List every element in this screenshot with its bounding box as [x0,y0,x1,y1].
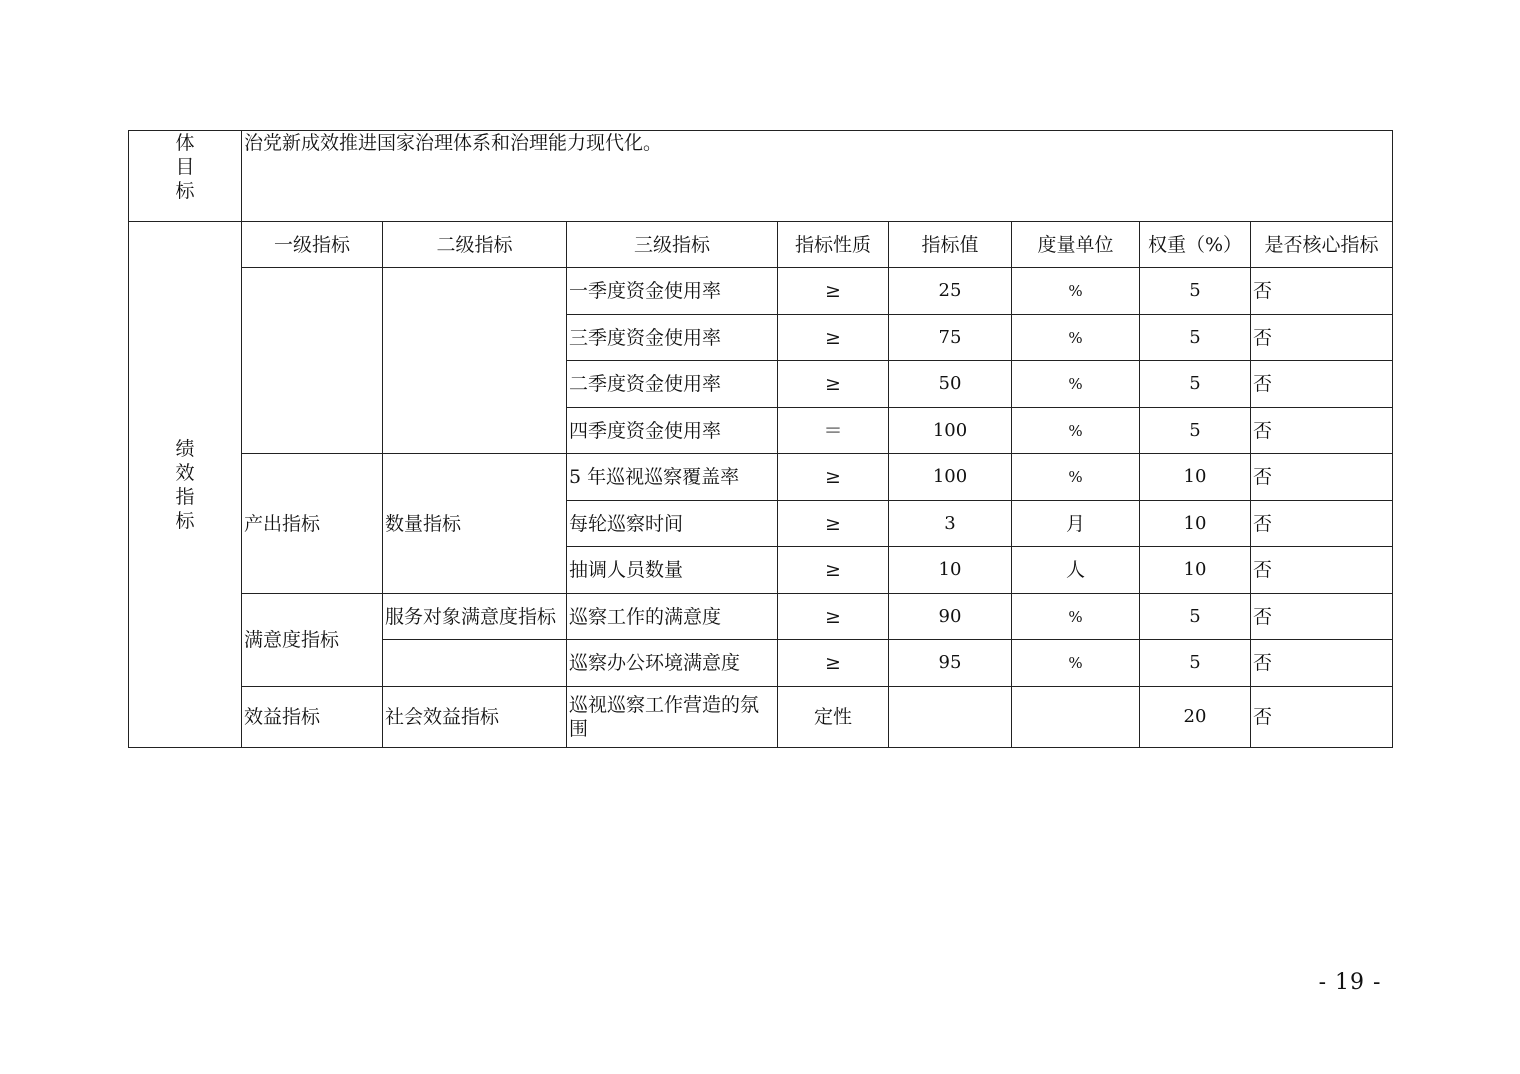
unit-cell: % [1012,408,1140,454]
header-level3: 三级指标 [567,222,778,268]
weight-cell: 10 [1140,547,1251,594]
level2-cell: 服务对象满意度指标 [383,594,567,640]
goal-row [129,131,1393,222]
nature-cell: ≥ [778,361,889,408]
weight-cell: 10 [1140,454,1251,501]
unit-cell: % [1012,640,1140,687]
level1-cell: 效益指标 [242,687,383,748]
level3-cell: 巡视巡察工作营造的氛围 [567,687,778,748]
header-nature: 指标性质 [778,222,889,268]
level3-cell: 三季度资金使用率 [567,315,778,361]
level3-cell: 5 年巡视巡察覆盖率 [567,454,778,501]
metrics-label: 绩 效 指 标 [129,222,242,748]
table-row [129,687,1393,748]
nature-cell: ≥ [778,315,889,361]
header-core: 是否核心指标 [1251,222,1393,268]
level3-cell: 巡察工作的满意度 [567,594,778,640]
page-number: - 19 - [1318,970,1382,995]
table-header-row [129,222,1393,268]
core-cell: 否 [1251,361,1393,408]
unit-cell: % [1012,361,1140,408]
value-cell: 50 [889,361,1012,408]
nature-cell: ＝ [778,408,889,454]
weight-cell: 5 [1140,315,1251,361]
nature-cell: ≥ [778,594,889,640]
header-weight: 权重（%） [1140,222,1251,268]
unit-cell: % [1012,454,1140,501]
unit-cell: 人 [1012,547,1140,594]
unit-cell: % [1012,268,1140,315]
header-level1: 一级指标 [242,222,383,268]
table-row [129,454,1393,501]
nature-cell: ≥ [778,547,889,594]
nature-cell: ≥ [778,454,889,501]
core-cell: 否 [1251,594,1393,640]
level3-cell: 四季度资金使用率 [567,408,778,454]
core-cell: 否 [1251,687,1393,748]
level1-cell: 产出指标 [242,454,383,594]
level1-cell: 满意度指标 [242,594,383,687]
level2-cell: 数量指标 [383,454,567,594]
goal-text: 治党新成效推进国家治理体系和治理能力现代化。 [242,131,1393,222]
unit-cell: % [1012,594,1140,640]
value-cell: 3 [889,501,1012,547]
core-cell: 否 [1251,454,1393,501]
core-cell: 否 [1251,640,1393,687]
unit-cell [1012,687,1140,748]
goal-label: 体 目 标 [129,131,242,222]
value-cell: 75 [889,315,1012,361]
level2-cell: 社会效益指标 [383,687,567,748]
value-cell: 100 [889,454,1012,501]
weight-cell: 10 [1140,501,1251,547]
nature-cell: ≥ [778,268,889,315]
level1-cell-empty [242,268,383,454]
core-cell: 否 [1251,315,1393,361]
weight-cell: 20 [1140,687,1251,748]
weight-cell: 5 [1140,640,1251,687]
performance-goal-table [128,130,1393,748]
value-cell [889,687,1012,748]
level2-cell-empty [383,640,567,687]
table-row [129,594,1393,640]
level3-cell: 抽调人员数量 [567,547,778,594]
core-cell: 否 [1251,547,1393,594]
table-row [129,268,1393,315]
level2-cell-empty [383,268,567,454]
header-unit: 度量单位 [1012,222,1140,268]
level3-cell: 一季度资金使用率 [567,268,778,315]
level3-cell: 巡察办公环境满意度 [567,640,778,687]
unit-cell: 月 [1012,501,1140,547]
core-cell: 否 [1251,268,1393,315]
weight-cell: 5 [1140,408,1251,454]
value-cell: 25 [889,268,1012,315]
level3-cell: 二季度资金使用率 [567,361,778,408]
nature-cell: ≥ [778,640,889,687]
value-cell: 100 [889,408,1012,454]
core-cell: 否 [1251,408,1393,454]
value-cell: 90 [889,594,1012,640]
value-cell: 10 [889,547,1012,594]
nature-cell: 定性 [778,687,889,748]
header-value: 指标值 [889,222,1012,268]
level3-cell: 每轮巡察时间 [567,501,778,547]
nature-cell: ≥ [778,501,889,547]
core-cell: 否 [1251,501,1393,547]
unit-cell: % [1012,315,1140,361]
header-level2: 二级指标 [383,222,567,268]
weight-cell: 5 [1140,361,1251,408]
weight-cell: 5 [1140,594,1251,640]
weight-cell: 5 [1140,268,1251,315]
value-cell: 95 [889,640,1012,687]
